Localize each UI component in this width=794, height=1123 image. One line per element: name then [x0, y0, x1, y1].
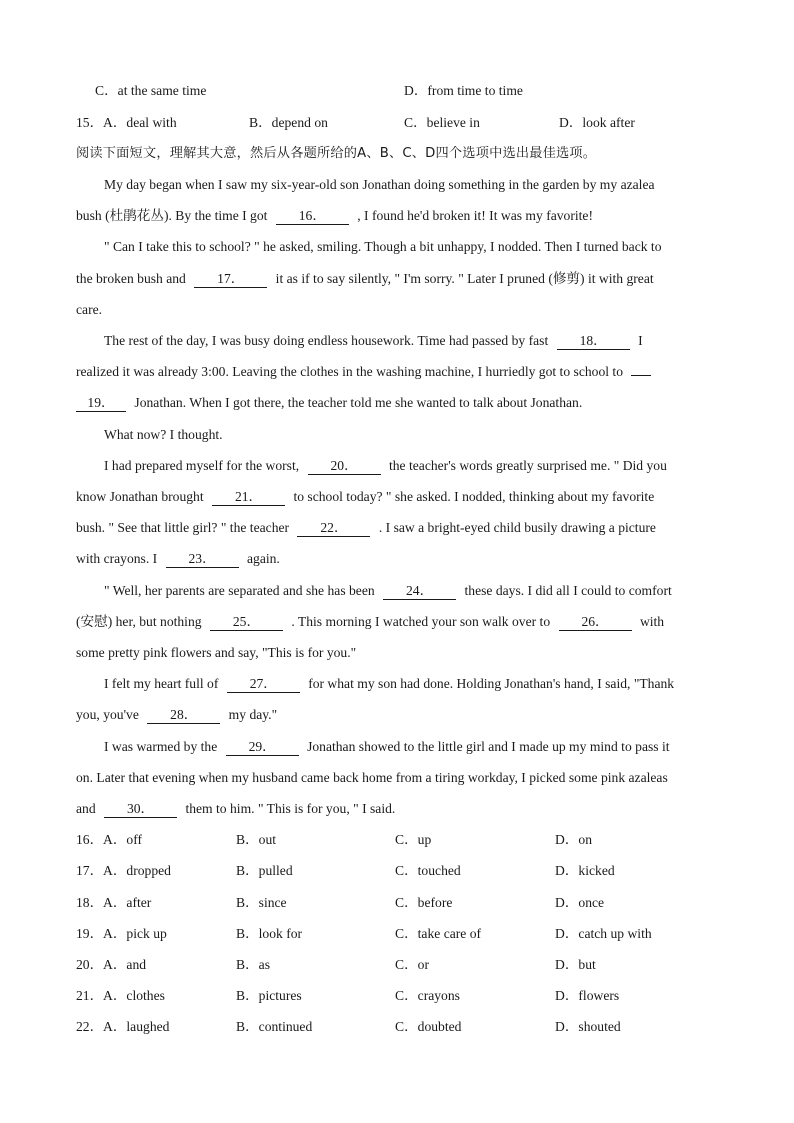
option-c[interactable]: C．or — [395, 957, 429, 972]
option-d[interactable]: D．once — [555, 895, 605, 910]
blank-17: 17． — [194, 271, 267, 288]
blank-29: 29． — [226, 739, 299, 756]
passage-text: you, you've — [76, 707, 139, 722]
passage-text: . This morning I watched your son walk over to — [291, 614, 551, 629]
passage-text: them to him. " This is for you, " I said. — [185, 801, 396, 816]
passage-line — [76, 362, 726, 382]
option-d[interactable]: D．flowers — [555, 988, 620, 1003]
option-b[interactable]: B．pulled — [236, 863, 293, 878]
passage-text: , I found he'd broken it! It was my favorite! — [357, 208, 593, 223]
option-d[interactable]: D．shouted — [555, 1019, 621, 1034]
option-d[interactable]: D．on — [555, 832, 593, 847]
option-b[interactable]: B．pictures — [236, 988, 302, 1003]
passage-text: I had prepared myself for the worst, — [104, 458, 300, 473]
passage-line: some pretty pink flowers and say, "This is for you." — [76, 645, 357, 660]
blank-27: 27． — [227, 676, 300, 693]
passage-text: The rest of the day, I was busy doing endless housework. Time had passed by fast — [104, 333, 549, 348]
option-b[interactable]: B．out — [236, 832, 277, 847]
option-c[interactable]: C．touched — [395, 863, 461, 878]
blank-25: 25． — [210, 614, 283, 631]
question-number: 19． — [76, 926, 104, 941]
passage-text: and — [76, 801, 96, 816]
passage-line — [76, 206, 726, 226]
passage-line — [104, 737, 726, 757]
option-b[interactable]: B．as — [236, 957, 270, 972]
option-a[interactable]: A．after — [103, 895, 152, 910]
passage-text: these days. I did all I could to comfort — [464, 583, 672, 598]
passage-line — [104, 581, 726, 601]
question-number: 21． — [76, 988, 104, 1003]
passage-text: Jonathan showed to the little girl and I made up my mind to pass it — [307, 739, 670, 754]
option-b-q15: B．depend on — [249, 115, 328, 130]
passage-line — [104, 674, 726, 694]
section-instruction: 阅读下面短文，理解其大意，然后从各题所给的A、B、C、D四个选项中选出最佳选项。 — [76, 146, 597, 161]
passage-line — [76, 487, 726, 507]
passage-text: again. — [246, 551, 280, 566]
passage-line — [104, 456, 726, 476]
question-number: 22． — [76, 1019, 104, 1034]
question-number: 17． — [76, 863, 104, 878]
passage-line — [76, 549, 726, 569]
passage-line: What now? I thought. — [104, 427, 223, 442]
passage-text: bush. " See that little girl? " the teacher — [76, 520, 290, 535]
blank-20: 20． — [308, 458, 381, 475]
option-b[interactable]: B．look for — [236, 926, 303, 941]
passage-text: with — [639, 614, 665, 629]
option-c-q15: C．believe in — [404, 115, 480, 130]
blank-18: 18． — [557, 333, 630, 350]
option-b[interactable]: B．continued — [236, 1019, 313, 1034]
passage-line: My day began when I saw my six-year-old son Jonathan doing something in the garden by my azalea — [104, 177, 655, 192]
option-c[interactable]: C．take care of — [395, 926, 482, 941]
passage-text: it as if to say silently, " I'm sorry. " Later I pruned (修剪) it with great — [275, 271, 654, 286]
option-a[interactable]: A．pick up — [103, 926, 167, 941]
option-c-q14: C．at the same time — [95, 83, 207, 98]
blank-24: 24． — [383, 583, 456, 600]
option-c[interactable]: C．crayons — [395, 988, 460, 1003]
passage-text: I felt my heart full of — [104, 676, 219, 691]
blank-19-start — [631, 375, 651, 376]
passage-text: I was warmed by the — [104, 739, 218, 754]
option-d[interactable]: D．but — [555, 957, 596, 972]
passage-line — [76, 799, 726, 819]
passage-text: " Well, her parents are separated and she has been — [104, 583, 375, 598]
passage-text: bush (杜鹃花丛). By the time I got — [76, 208, 268, 223]
passage-line — [76, 612, 726, 632]
passage-text: the teacher's words greatly surprised me. " Did you — [388, 458, 667, 473]
blank-22: 22． — [297, 520, 370, 537]
option-a[interactable]: A．off — [103, 832, 143, 847]
option-d-q14: D．from time to time — [404, 83, 523, 98]
option-c[interactable]: C．before — [395, 895, 453, 910]
option-d[interactable]: D．catch up with — [555, 926, 652, 941]
passage-text: to school today? " she asked. I nodded, thinking about my favorite — [293, 489, 655, 504]
passage-line — [76, 393, 726, 413]
option-d[interactable]: D．kicked — [555, 863, 615, 878]
question-number: 16． — [76, 832, 104, 847]
passage-line — [76, 705, 726, 725]
option-d-q15: D．look after — [559, 115, 635, 130]
option-a[interactable]: A．dropped — [103, 863, 171, 878]
question-number: 20． — [76, 957, 104, 972]
blank-21: 21． — [212, 489, 285, 506]
option-a[interactable]: A．clothes — [103, 988, 165, 1003]
blank-19: 19． — [76, 395, 126, 412]
blank-28: 28． — [147, 707, 220, 724]
question-number: 18． — [76, 895, 104, 910]
passage-text: know Jonathan brought — [76, 489, 204, 504]
passage-text: for what my son had done. Holding Jonathan's hand, I said, "Thank — [308, 676, 675, 691]
passage-text: realized it was already 3:00. Leaving the clothes in the washing machine, I hurriedly got to school to — [76, 364, 623, 379]
passage-line — [76, 269, 726, 289]
option-a[interactable]: A．laughed — [103, 1019, 170, 1034]
option-c[interactable]: C．doubted — [395, 1019, 462, 1034]
blank-16: 16． — [276, 208, 349, 225]
passage-text: the broken bush and — [76, 271, 186, 286]
passage-line: on. Later that evening when my husband came back home from a tiring workday, I picked some pink azaleas — [76, 770, 668, 785]
passage-text: Jonathan. When I got there, the teacher told me she wanted to talk about Jonathan. — [134, 395, 583, 410]
blank-26: 26． — [559, 614, 632, 631]
passage-line: " Can I take this to school? " he asked, smiling. Though a bit unhappy, I nodded. Then I turned back to — [104, 239, 662, 254]
passage-text: my day." — [228, 707, 278, 722]
blank-23: 23． — [166, 551, 239, 568]
passage-line — [76, 518, 726, 538]
passage-text: I — [638, 333, 643, 348]
option-c[interactable]: C．up — [395, 832, 432, 847]
blank-30: 30． — [104, 801, 177, 818]
passage-text: . I saw a bright-eyed child busily drawing a picture — [378, 520, 656, 535]
option-b[interactable]: B．since — [236, 895, 287, 910]
passage-text: with crayons. I — [76, 551, 158, 566]
question-number-15: 15． — [76, 115, 104, 130]
passage-text: (安慰) her, but nothing — [76, 614, 202, 629]
option-a-q15: A．deal with — [103, 115, 177, 130]
passage-line — [104, 331, 726, 351]
passage-line: care. — [76, 302, 103, 317]
option-a[interactable]: A．and — [103, 957, 147, 972]
